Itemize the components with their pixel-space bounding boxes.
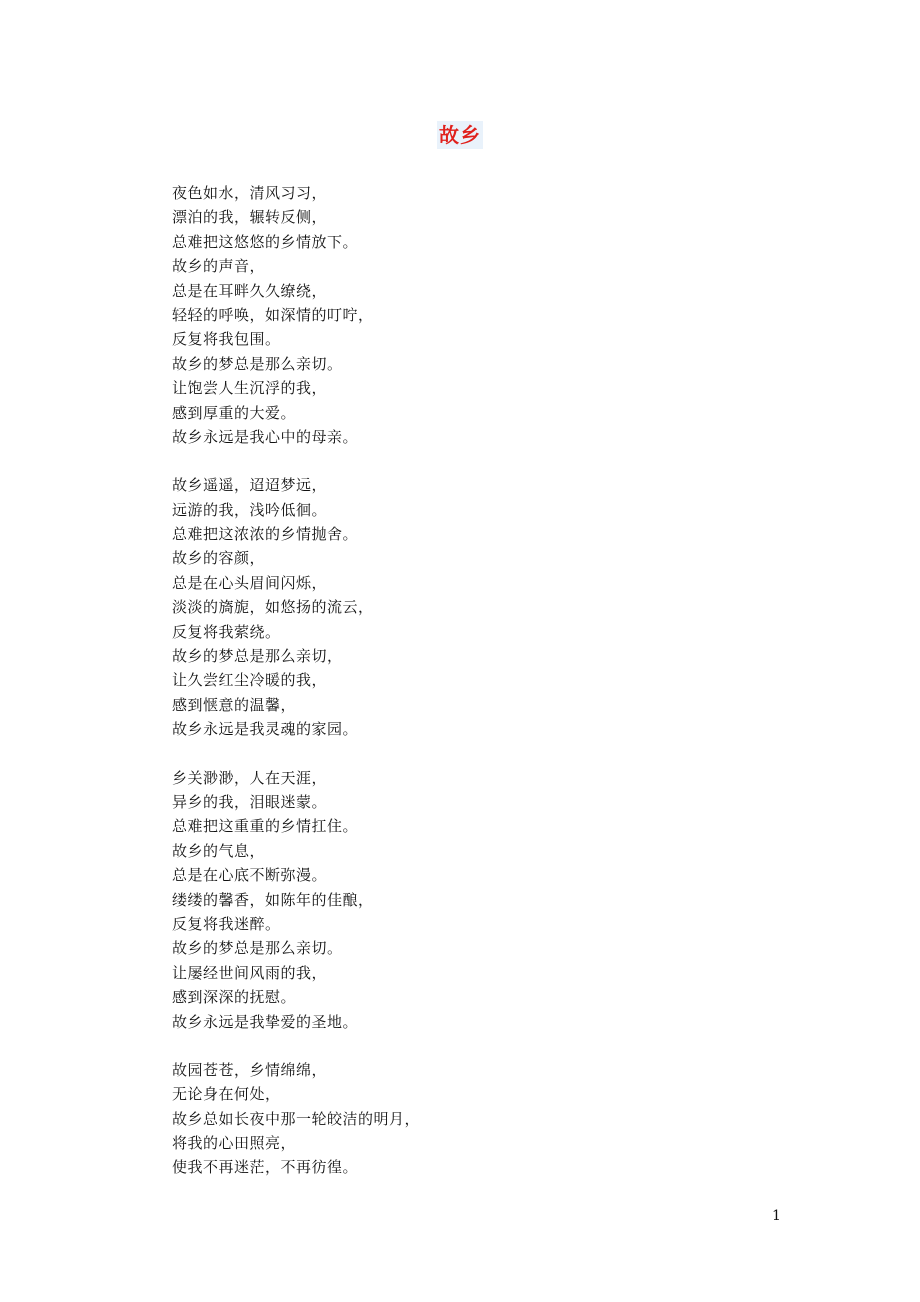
poem-line: 故乡永远是我心中的母亲。: [172, 427, 359, 446]
poem-line: 故乡的梦总是那么亲切。: [172, 354, 343, 373]
poem-line: 远游的我，浅吟低徊。: [172, 500, 328, 519]
poem-line: 无论身在何处，: [172, 1085, 281, 1104]
page-number: 1: [772, 1208, 781, 1224]
stanza-1: [172, 181, 772, 449]
poem-line: 淡淡的旖旎，如悠扬的流云，: [172, 598, 374, 617]
poem-line: 让久尝红尘冷暖的我，: [172, 671, 328, 690]
poem-line: 故乡永远是我挚爱的圣地。: [172, 1012, 359, 1031]
poem-line: 让屡经世间风雨的我，: [172, 963, 328, 982]
poem-line: 总难把这浓浓的乡情抛舍。: [172, 525, 359, 544]
poem-line: 反复将我迷醉。: [172, 914, 281, 933]
poem-line: 总是在耳畔久久缭绕，: [172, 281, 328, 300]
poem-line: 故乡的气息，: [172, 841, 266, 860]
poem-line: 将我的心田照亮，: [172, 1134, 297, 1153]
poem-line: 总是在心头眉间闪烁，: [172, 573, 328, 592]
poem-line: 反复将我萦绕。: [172, 622, 281, 641]
poem-line: 感到厚重的大爱。: [172, 403, 297, 422]
poem-line: 乡关渺渺，人在天涯，: [172, 768, 328, 787]
poem-line: 感到惬意的温馨，: [172, 695, 297, 714]
poem-line: 感到深深的抚慰。: [172, 988, 297, 1007]
stanza-4: [172, 1058, 772, 1180]
poem-line: 总难把这重重的乡情扛住。: [172, 817, 359, 836]
poem-body: [172, 181, 772, 1204]
poem-line: 故乡的梦总是那么亲切。: [172, 939, 343, 958]
poem-line: 总是在心底不断弥漫。: [172, 866, 328, 885]
poem-line: 故乡的容颜，: [172, 549, 266, 568]
poem-line: 异乡的我，泪眼迷蒙。: [172, 792, 328, 811]
poem-line: 夜色如水，清风习习，: [172, 184, 328, 202]
poem-line: 总难把这悠悠的乡情放下。: [172, 232, 359, 251]
poem-line: 使我不再迷茫，不再彷徨。: [172, 1158, 359, 1177]
poem-line: 故乡的梦总是那么亲切，: [172, 647, 343, 666]
poem-line: 反复将我包围。: [172, 330, 281, 349]
page-title: 故乡: [439, 123, 481, 147]
poem-line: 故园苍苍，乡情绵绵，: [172, 1060, 328, 1079]
poem-line: 故乡的声音，: [172, 257, 266, 276]
stanza-2: [172, 473, 772, 741]
title-container: [0, 121, 920, 151]
poem-line: 让饱尝人生沉浮的我，: [172, 379, 328, 398]
poem-line: 缕缕的馨香，如陈年的佳酿，: [172, 890, 374, 909]
stanza-3: [172, 766, 772, 1034]
poem-line: 轻轻的呼唤，如深情的叮咛，: [172, 305, 374, 324]
poem-line: 故乡永远是我灵魂的家园。: [172, 720, 359, 739]
poem-line: 故乡总如长夜中那一轮皎洁的明月，: [172, 1109, 421, 1128]
poem-line: 漂泊的我，辗转反侧，: [172, 208, 328, 227]
poem-line: 故乡遥遥，迢迢梦远，: [172, 476, 328, 495]
